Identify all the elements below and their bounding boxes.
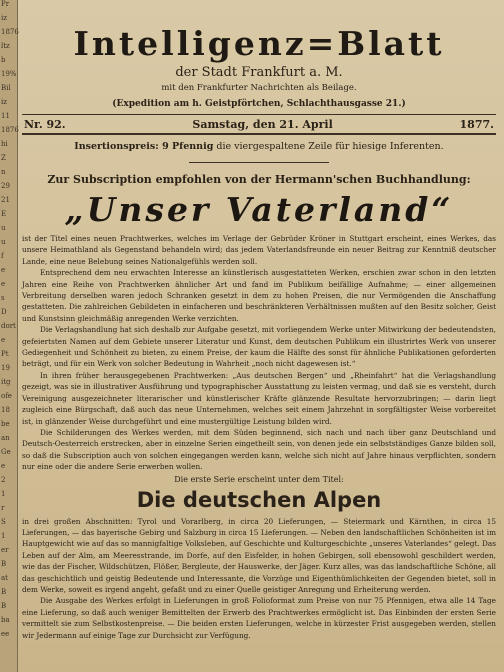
margin-fragment: 11 xyxy=(1,112,10,120)
margin-fragment: 19% xyxy=(1,70,17,78)
margin-fragment: 1 xyxy=(1,490,6,498)
margin-fragment: ofe xyxy=(1,392,12,400)
margin-fragment: 1876 xyxy=(1,28,19,36)
margin-fragment: iz xyxy=(1,14,7,22)
masthead-expedition: (Expedition am h. Geistpförtchen, Schlachthausgasse 21.) xyxy=(112,99,406,109)
margin-fragment: ba xyxy=(1,616,10,624)
margin-fragment: 2 xyxy=(1,476,6,484)
ad-subscription-line: Zur Subscription empfohlen von der Hermann'schen Buchhandlung: xyxy=(47,173,471,186)
ad-paragraph: Die Verlagshandlung hat sich deshalb zur Aufgabe gesetzt, mit vorliegendem Werke unter Mitwirkung der bedeutendsten, gefeiertsten Namen auf dem Gebiete unserer Literatur und Kunst, dem deutschen Publikum ein illustrirtes Werk von unserer Gediegenheit und Schönheit zu bieten, zu einem Preise, der kaum die Hälfte des sonst für ähnliche Publikationen geforderten beträgt, und für ein Werk von solcher Bedeutung in Wahrheit „noch nicht dagewesen ist.“ xyxy=(22,325,496,369)
margin-fragment: D xyxy=(1,308,7,316)
margin-fragment: E xyxy=(1,210,7,218)
margin-fragment: b xyxy=(1,56,6,64)
margin-fragment: ltz xyxy=(1,42,10,50)
issue-number: Nr. 92. xyxy=(24,118,66,131)
margin-fragment: ee xyxy=(1,630,10,638)
first-series-intro: Die erste Serie erscheint unter dem Titel: xyxy=(174,474,344,484)
dateline xyxy=(22,115,496,133)
ad-headline: „Unser Vaterland“ xyxy=(64,190,454,229)
masthead-subtitle: der Stadt Frankfurt a. M. xyxy=(175,65,343,80)
margin-fragment: Ge xyxy=(1,448,11,456)
ad-body xyxy=(22,233,496,473)
insertion-price xyxy=(22,141,496,152)
margin-fragment: Z xyxy=(1,154,6,162)
adjacent-page-margin xyxy=(0,0,18,672)
margin-fragment: Pt xyxy=(1,350,9,358)
margin-fragment xyxy=(0,658,17,672)
margin-fragment: dort xyxy=(1,322,16,330)
margin-fragment: 18 xyxy=(1,406,10,414)
margin-fragment: e xyxy=(1,336,6,344)
margin-fragment: er xyxy=(1,546,9,554)
margin-fragment: n xyxy=(1,168,6,176)
margin-fragment: itg xyxy=(1,378,11,386)
margin-fragment: e xyxy=(1,280,6,288)
margin-fragment: an xyxy=(1,434,10,442)
ad-paragraph: ist der Titel eines neuen Prachtwerkes, welches im Verlage der Gebrüder Kröner in Stuttgart erscheint, eines Werkes, das unsere Heimathland als Gegenstand behandeln wird; das jedem Vaterlandsfreunde ein neuer Beitrag zur Kenntniß deutscher Lande, eine neue Belebung seines Nationalgefühls werden soll. xyxy=(22,234,496,266)
ad-paragraph: In ihren früher herausgegebenen Prachtwerken: „Aus deutschen Bergen“ und „Rheinfahrt“ hat die Verlagshandlung gezeigt, was sie in illustrativer Ausführung und typographischer Ausstattung zu leisten vermag, und daß sie es versteht, durch Vereinigung ausgezeichneter literarischer und künstlerischer Kräfte glänzende Resultate hervorzubringen; — darin liegt zugleich eine Bürgschaft, daß auch das neue Unternehmen, welches seit einem Jahrzehnt in sorgfältigster Weise vorbereitet ist, in glänzender Weise durchgeführt und eine mustergültige Leistung bilden wird. xyxy=(22,370,496,426)
margin-fragment: f xyxy=(1,252,4,260)
margin-fragment: Pr xyxy=(1,0,10,8)
margin-fragment: B xyxy=(1,602,7,610)
margin-fragment: 1876 xyxy=(1,126,19,134)
margin-fragment: e xyxy=(1,266,6,274)
margin-fragment: Bil xyxy=(1,84,11,92)
margin-fragment: s xyxy=(1,294,5,302)
margin-fragment: be xyxy=(1,420,10,428)
series-paragraph: in drei großen Abschnitten: Tyrol und Vorarlberg, in circa 20 Lieferungen, — Steiermark und Kärnthen, in circa 15 Lieferungen, — das bayerische Gebirg und Salzburg in circa 15 Lieferungen. — Neben den landschaftlichen Schönheiten ist im Hauptgewicht wie auf das so mannigfaltige Volksleben, auf Geschichte und Kulturgeschichte „unseres Vaterlandes“ gelegt. Das Leben auf der Alm, am Meeresstrande, im Dorfe, auf den Eisfelder, in hohen Gebirgen, soll ebensowohl geschildert werden, wie das der Fischer, Wildschützen, Flößer, Bergleute, der Hauswerke, der Jäger. Kurz alles, was das landschaftliche Schöne, all das geschichtlich und geistig Bedeutende und Interessante, die Vorzüge und Eigenthümlichkeiten der Gegenden bietet, soll in dem Werke, soweit es irgend angeht, gefaßt und zu einer Quelle geistiger Anregung und Erheiterung werden. xyxy=(22,516,496,594)
section-divider xyxy=(189,162,329,163)
insertion-price-label: Insertionspreis: 9 Pfennig xyxy=(74,141,214,152)
margin-fragment: 21 xyxy=(1,196,10,204)
margin-fragment: B xyxy=(1,588,7,596)
dateline-rule xyxy=(22,133,496,135)
insertion-price-text: die viergespaltene Zeile für hiesige Inferenten. xyxy=(216,141,444,152)
ad-paragraph: Die Schilderungen des Werkes werden, mit dem Süden beginnend, sich nach und nach über ganz Deutschland und Deutsch-Oesterreich erstrecken, aber in einzelne Serien eingetheilt sein, von denen jede ein selbstständiges Ganze bilden soll, so daß die Subscription auch von solchen eingegangen werden kann, welche sich nicht auf Jahre hinaus verpflichten, sondern nur eine oder die andere Serie erwerben wollen. xyxy=(22,427,496,472)
margin-fragment: at xyxy=(1,574,8,582)
margin-fragment xyxy=(0,644,17,658)
masthead-title: Intelligenz=Blatt xyxy=(73,24,445,63)
margin-fragment: 19 xyxy=(1,364,10,372)
issue-year: 1877. xyxy=(459,118,494,131)
margin-fragment: 29 xyxy=(1,182,10,190)
margin-fragment: u xyxy=(1,238,6,246)
margin-fragment: B xyxy=(1,560,7,568)
main-column xyxy=(22,0,496,641)
margin-fragment: u xyxy=(1,224,6,232)
issue-date: Samstag, den 21. April xyxy=(192,118,333,131)
masthead-beilage: mit den Frankfurter Nachrichten als Beilage. xyxy=(161,83,357,93)
series-title: Die deutschen Alpen xyxy=(136,487,382,512)
margin-fragment: r xyxy=(1,504,5,512)
ad-paragraph: Entsprechend dem neu erwachten Interesse an künstlerisch ausgestatteten Werken, erschien zwar schon in den letzten Jahren eine Reihe von Prachtwerken ähnlicher Art und fand im Publikum beifällige Aufnahme; — einer allgemeinen Verbreitung derselben waren jedoch Schranken gesetzt in dem zu hohen Preisen, die nur Vermögenden die Anschaffung gestatteten. Die zahlreichen Gebildeten in einfacheren und beschränkteren Verhältnissen mußten auf den Besitz solcher, Geist und Kunstsinn gleichmäßig anregenden Werke verzichten. xyxy=(22,268,496,323)
margin-fragment: iz xyxy=(1,98,7,106)
series-body xyxy=(22,516,496,641)
margin-fragment: e xyxy=(1,462,6,470)
series-paragraph: Die Ausgabe des Werkes erfolgt in Lieferungen in groß Folioformat zum Preise von nur 75 Pfennigen, etwa alle 14 Tage eine Lieferung, so daß auch weniger Bemittelten der Erwerb des Prachtwerkes ermöglicht ist. Das Einbinden der ersten Serie vermittelt sie zum Selbstkostenpreise. — Die beiden ersten Lieferungen, welche in kürzester Frist ausgegeben werden, stellen wir Jedermann auf einige Tage zur Durchsicht zur Verfügung. xyxy=(22,596,496,640)
margin-fragment: 1 xyxy=(1,532,6,540)
margin-fragment: hi xyxy=(1,140,8,148)
margin-fragment: S xyxy=(1,518,6,526)
